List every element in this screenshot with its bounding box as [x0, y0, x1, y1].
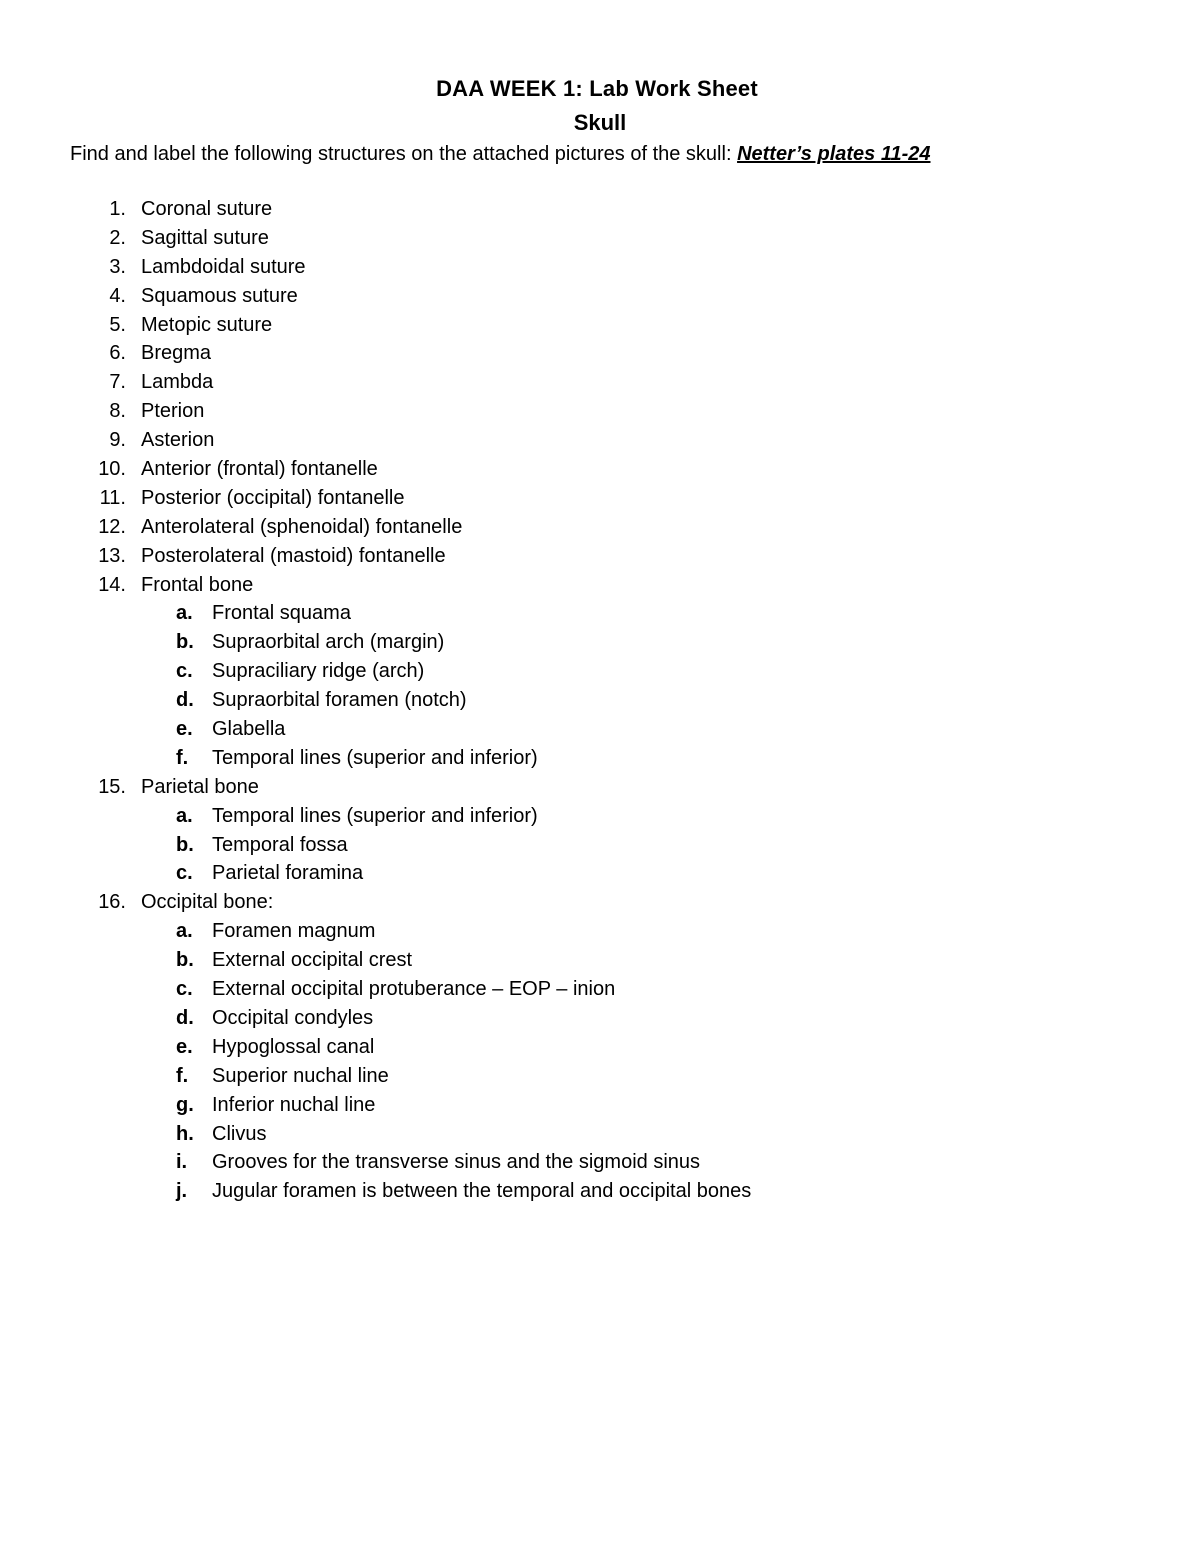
sub-list-item: [0, 1004, 1200, 1033]
sub-list-item: [0, 1120, 1200, 1149]
list-item: [0, 888, 1200, 917]
item-label: Jugular foramen is between the temporal and occipital bones: [212, 1180, 752, 1203]
sub-list-item: [0, 946, 1200, 975]
sub-list-item: [0, 831, 1200, 860]
list-item: [0, 368, 1200, 397]
item-label: Coronal suture: [141, 198, 273, 220]
item-number: 9.: [109, 429, 126, 452]
item-label: Bregma: [141, 342, 212, 365]
sub-list-item: [0, 975, 1200, 1004]
item-number: 13.: [98, 544, 126, 567]
sub-list-item: [0, 657, 1200, 686]
structure-list: [0, 195, 1200, 1206]
item-label: Temporal fossa: [212, 833, 348, 856]
sub-list-item: [0, 1062, 1200, 1091]
list-item: [0, 253, 1200, 282]
sub-list-item: [0, 802, 1200, 831]
item-label: Hypoglossal canal: [212, 1035, 375, 1058]
list-item: [0, 339, 1200, 368]
item-number: c.: [176, 660, 193, 683]
item-number: 12.: [98, 515, 126, 538]
item-number: e.: [176, 1035, 193, 1058]
list-item: [0, 571, 1200, 600]
item-number: 11.: [99, 486, 126, 509]
item-number: 14.: [98, 573, 126, 596]
item-label: Squamous suture: [141, 284, 298, 307]
list-item: [0, 455, 1200, 484]
reference-link: Netter’s plates 11-24: [737, 143, 931, 165]
item-number: 2.: [109, 226, 126, 249]
item-label: Parietal bone: [141, 775, 259, 798]
list-item: [0, 195, 1200, 224]
item-label: Posterolateral (mastoid) fontanelle: [141, 544, 446, 567]
item-number: c.: [176, 978, 193, 1001]
item-number: f.: [176, 1064, 189, 1087]
item-label: Frontal bone: [141, 573, 254, 596]
sub-list-item: [0, 744, 1200, 773]
sub-list-item: [0, 1148, 1200, 1177]
item-label: Superior nuchal line: [212, 1064, 389, 1087]
item-number: a.: [176, 920, 193, 943]
item-label: Posterior (occipital) fontanelle: [141, 486, 405, 509]
item-number: 5.: [109, 313, 126, 336]
list-item: [0, 282, 1200, 311]
item-label: Lambdoidal suture: [141, 255, 306, 278]
item-number: d.: [176, 689, 194, 712]
item-number: e.: [176, 718, 193, 741]
item-label: Asterion: [141, 429, 215, 452]
item-number: f.: [176, 746, 189, 769]
item-number: d.: [176, 1006, 194, 1029]
list-item: [0, 224, 1200, 253]
sub-list-item: [0, 1177, 1200, 1206]
item-label: Anterolateral (sphenoidal) fontanelle: [141, 515, 463, 538]
item-label: Supraciliary ridge (arch): [212, 660, 425, 683]
item-number: g.: [176, 1093, 194, 1116]
list-item: [0, 773, 1200, 802]
item-number: 10.: [98, 458, 126, 481]
sub-list-item: [0, 1091, 1200, 1120]
item-label: Clivus: [212, 1122, 267, 1145]
instruction-label: Find and label the following structures on the attached pictures of the skull:: [70, 143, 738, 165]
list-item: [0, 426, 1200, 455]
item-number: h.: [176, 1122, 194, 1145]
page-subtitle: Skull: [573, 110, 627, 135]
item-label: Sagittal suture: [141, 226, 269, 249]
list-item: [0, 542, 1200, 571]
page-title: DAA WEEK 1: Lab Work Sheet: [436, 76, 758, 101]
sub-list-item: [0, 917, 1200, 946]
sub-list-item: [0, 686, 1200, 715]
sub-list-item: [0, 599, 1200, 628]
item-label: Lambda: [141, 371, 214, 394]
item-number: 1.: [109, 198, 126, 220]
item-number: a.: [176, 602, 193, 625]
item-label: Temporal lines (superior and inferior): [212, 804, 538, 827]
item-label: Parietal foramina: [212, 862, 364, 885]
item-label: External occipital protuberance – EOP – inion: [212, 978, 616, 1001]
item-number: 7.: [109, 371, 126, 394]
item-label: Pterion: [141, 400, 205, 423]
item-number: b.: [176, 949, 194, 972]
sub-list-item: [0, 715, 1200, 744]
item-number: 3.: [109, 255, 126, 278]
item-number: i.: [176, 1151, 188, 1174]
sub-list-item: [0, 859, 1200, 888]
list-item: [0, 397, 1200, 426]
item-label: Anterior (frontal) fontanelle: [141, 458, 378, 481]
item-number: 8.: [109, 400, 126, 423]
item-number: b.: [176, 833, 194, 856]
list-item: [0, 513, 1200, 542]
list-item: [0, 311, 1200, 340]
sub-list-item: [0, 1033, 1200, 1062]
item-number: 4.: [109, 284, 126, 307]
item-number: 16.: [98, 891, 126, 914]
item-label: Glabella: [212, 718, 286, 741]
item-label: Temporal lines (superior and inferior): [212, 746, 538, 769]
item-label: Inferior nuchal line: [212, 1093, 376, 1116]
item-label: Foramen magnum: [212, 920, 376, 943]
item-label: Occipital condyles: [212, 1006, 374, 1029]
item-label: Frontal squama: [212, 602, 351, 625]
item-number: c.: [176, 862, 193, 885]
item-label: Grooves for the transverse sinus and the sigmoid sinus: [212, 1151, 701, 1174]
instruction-text: [70, 140, 931, 168]
item-number: 6.: [109, 342, 126, 365]
list-item: [0, 484, 1200, 513]
item-label: Occipital bone:: [141, 891, 274, 914]
item-number: b.: [176, 631, 194, 654]
item-label: Supraorbital foramen (notch): [212, 689, 467, 712]
item-label: External occipital crest: [212, 949, 413, 972]
item-number: j.: [176, 1180, 188, 1203]
item-number: 15.: [98, 775, 126, 798]
item-number: a.: [176, 804, 193, 827]
item-label: Supraorbital arch (margin): [212, 631, 445, 654]
sub-list-item: [0, 628, 1200, 657]
item-label: Metopic suture: [141, 313, 273, 336]
